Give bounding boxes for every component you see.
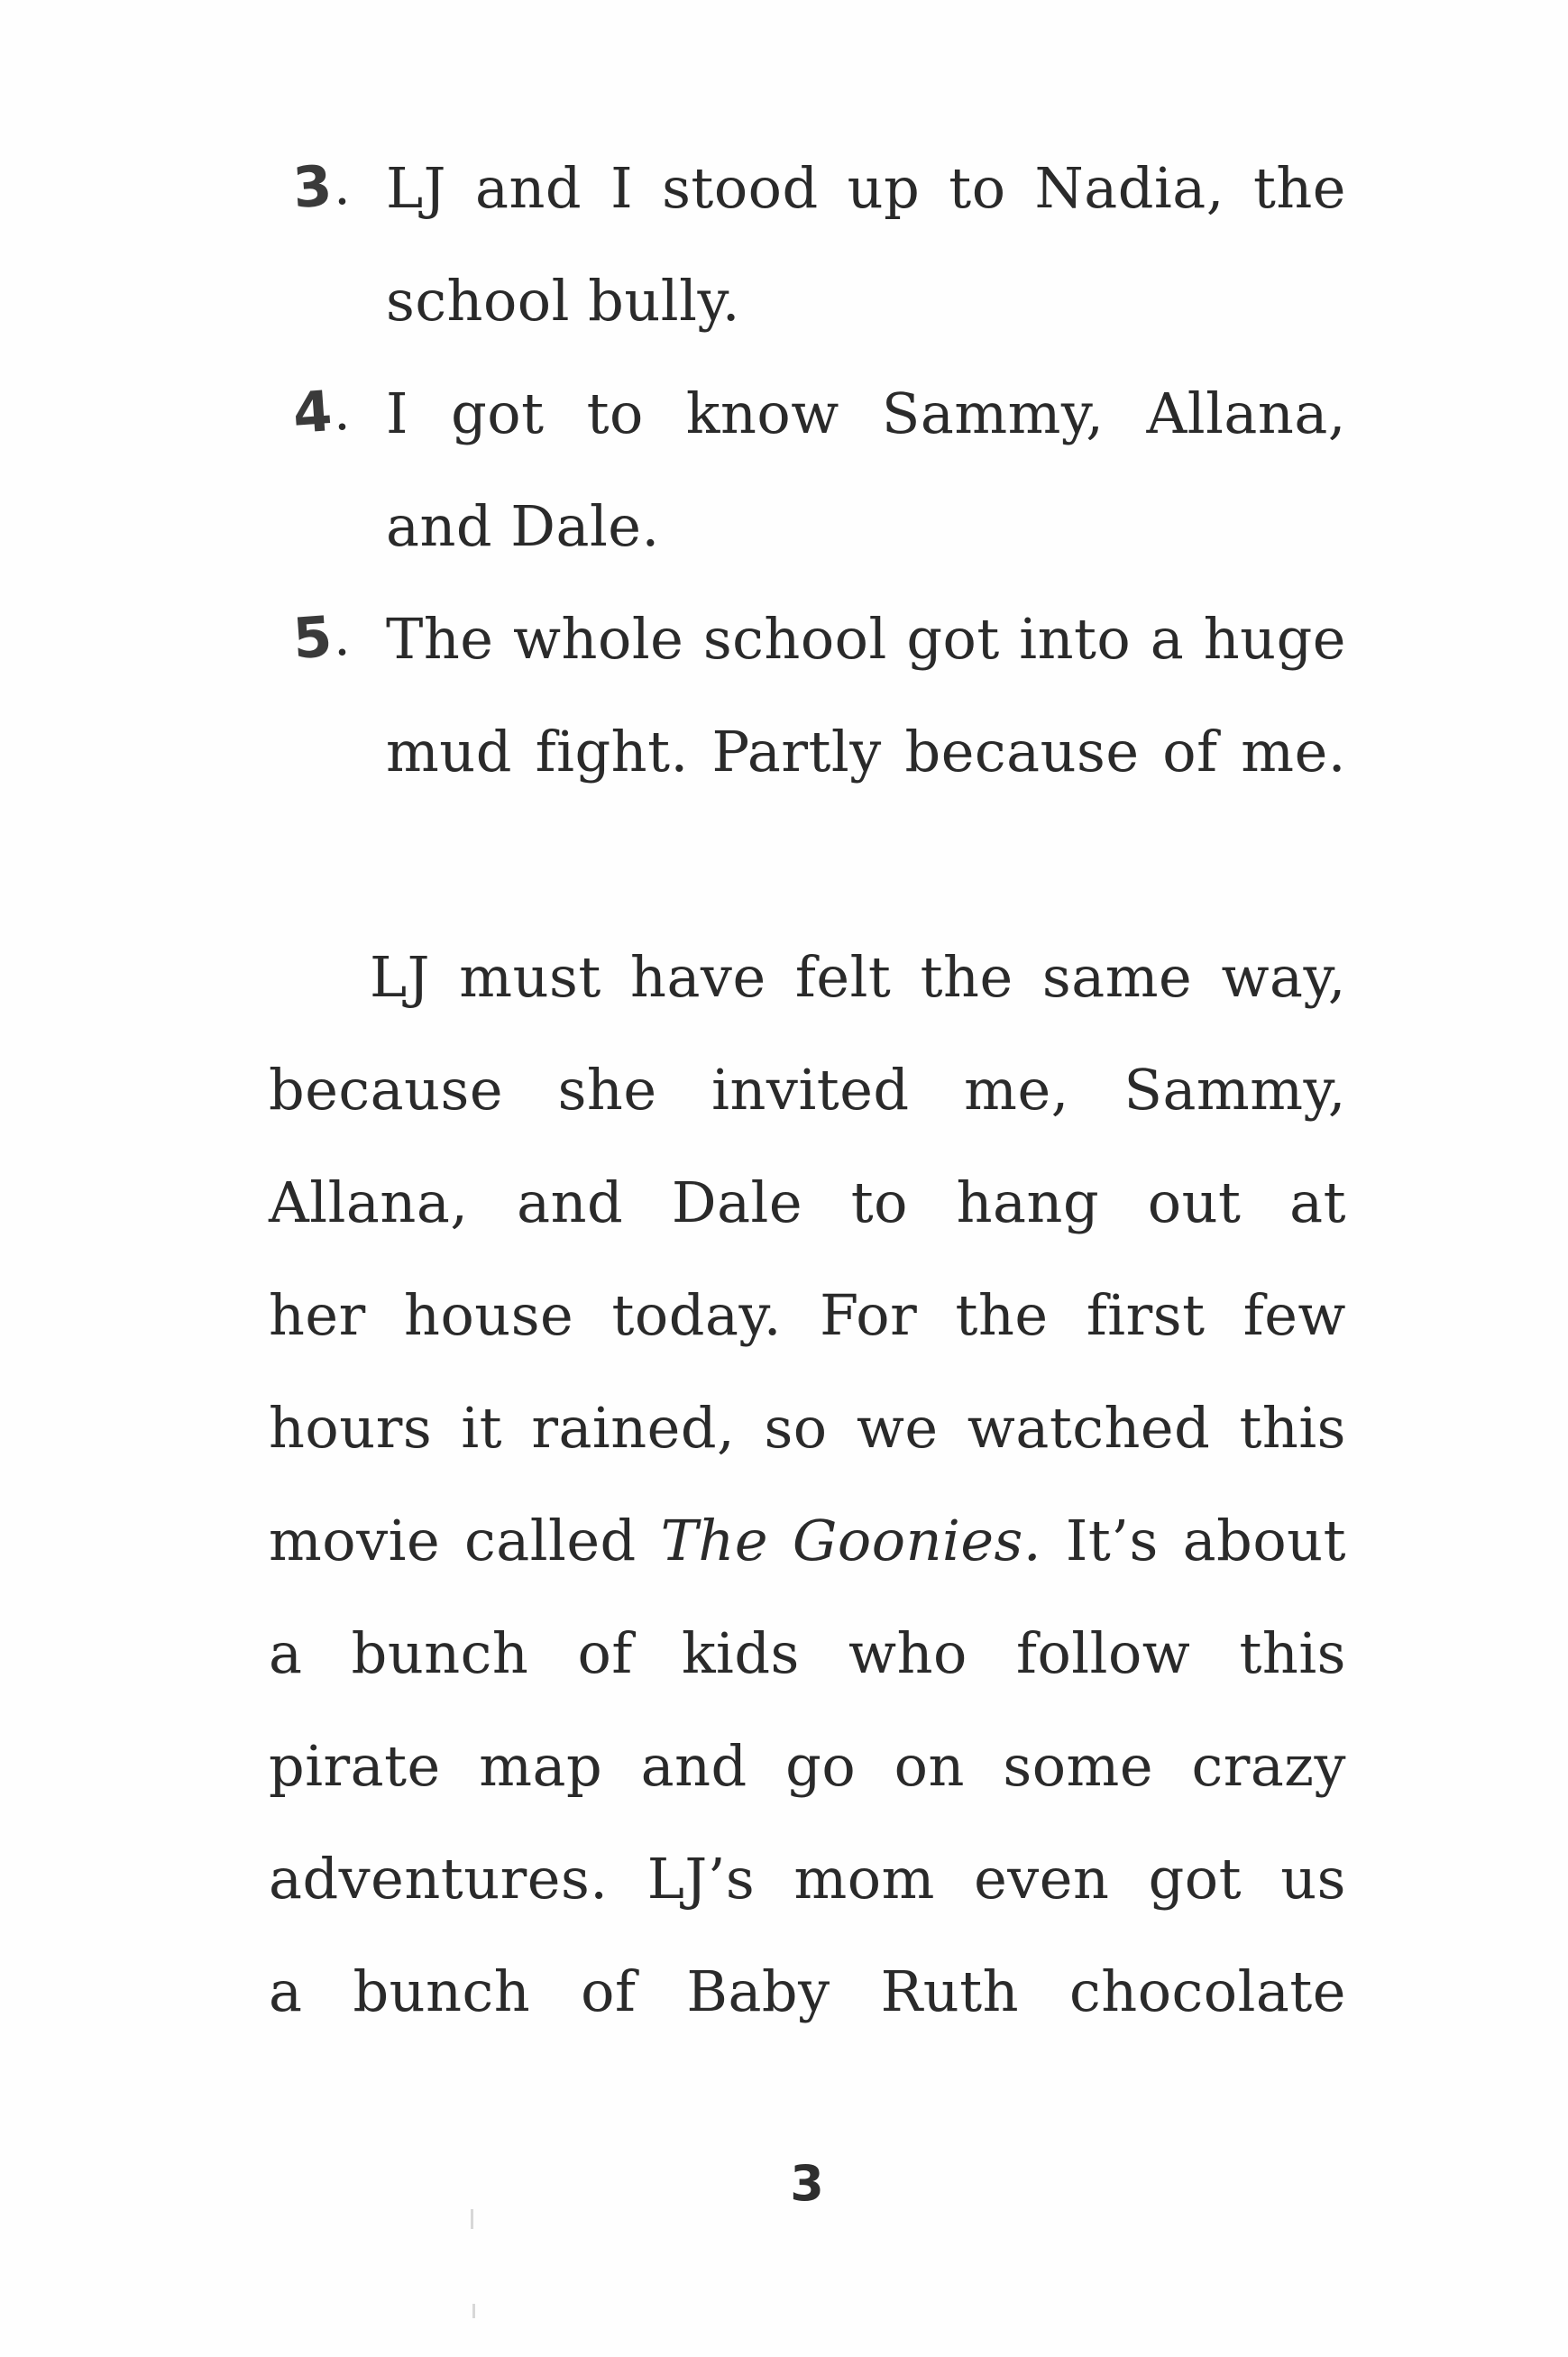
list-item-text: school bully. bbox=[386, 268, 740, 334]
paragraph-line: pirate map and go on some crazy bbox=[269, 1733, 1346, 1799]
paragraph-line: a bunch of kids who follow this bbox=[269, 1620, 1346, 1686]
paragraph-line: adventures. LJ’s mom even got us bbox=[269, 1846, 1346, 1912]
paragraph-line: because she invited me, Sammy, bbox=[269, 1057, 1346, 1123]
paragraph-line bbox=[269, 1508, 1346, 1573]
scan-speck bbox=[471, 2209, 473, 2229]
list-item-text: I got to know Sammy, Allana, bbox=[386, 381, 1346, 446]
list-item-text: and Dale. bbox=[386, 493, 660, 559]
paragraph-line: her house today. For the first few bbox=[269, 1282, 1346, 1348]
list-number: 5. bbox=[290, 603, 353, 672]
page-number: 3 bbox=[790, 2155, 824, 2212]
movie-title: The Goonies. bbox=[660, 1508, 1042, 1573]
list-number: 4. bbox=[290, 378, 353, 446]
list-item-text: The whole school got into a huge bbox=[386, 606, 1346, 672]
paragraph-text: movie called bbox=[269, 1508, 661, 1573]
list-item-text: mud fight. Partly because of me. bbox=[386, 719, 1346, 784]
paragraph-line: a bunch of Baby Ruth chocolate bbox=[269, 1958, 1346, 2024]
paragraph-line: Allana, and Dale to hang out at bbox=[269, 1169, 1346, 1235]
paragraph-line: hours it rained, so we watched this bbox=[269, 1395, 1346, 1461]
paragraph-text: It’s about bbox=[1041, 1508, 1346, 1573]
paragraph-line: LJ must have felt the same way, bbox=[370, 944, 1346, 1010]
scan-speck bbox=[472, 2304, 475, 2318]
list-item-text: LJ and I stood up to Nadia, the bbox=[386, 155, 1346, 221]
list-number: 3. bbox=[290, 152, 353, 221]
